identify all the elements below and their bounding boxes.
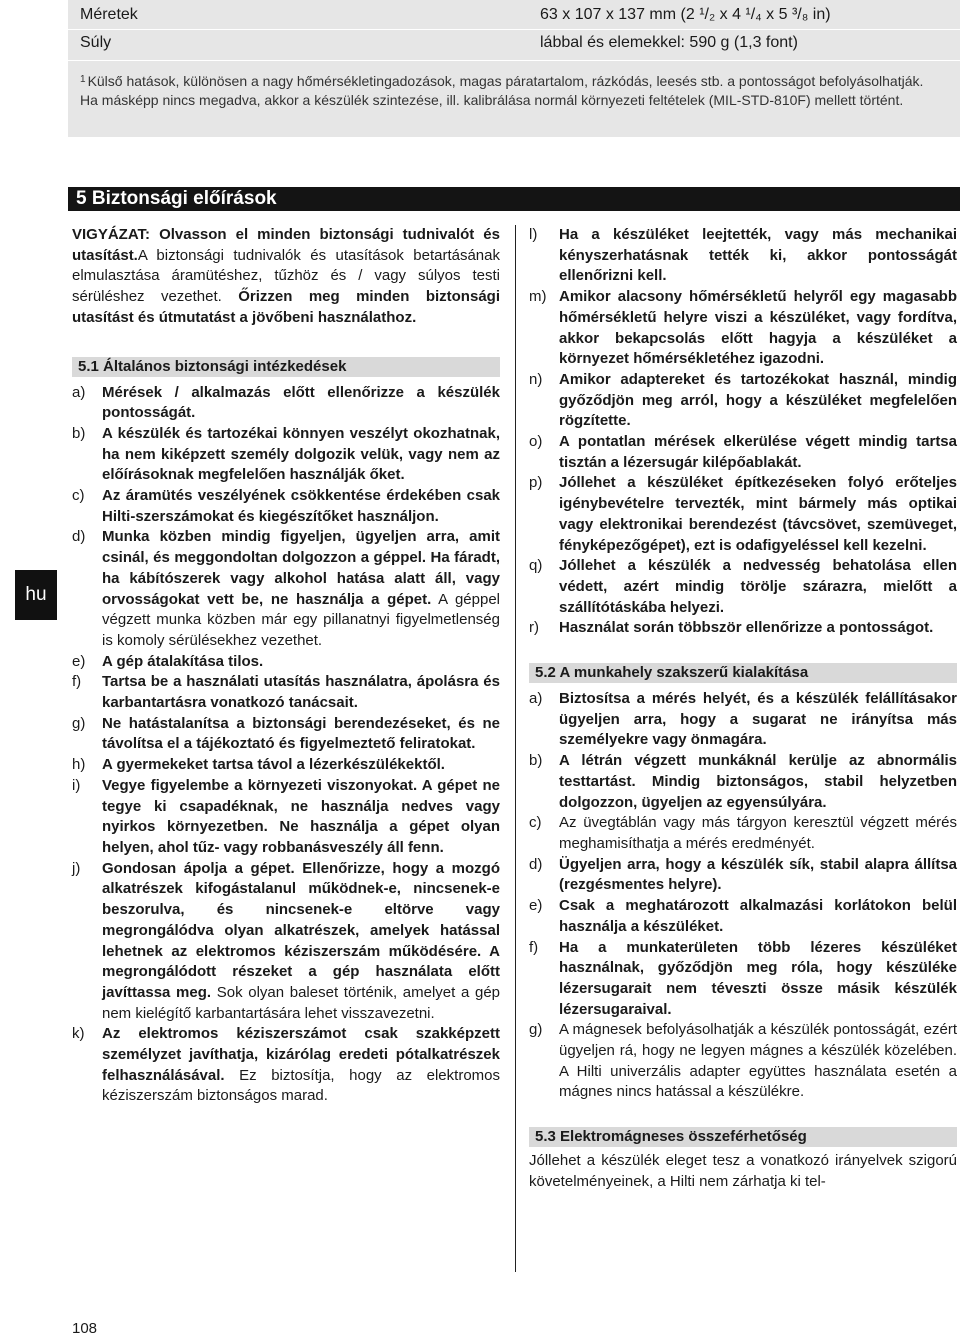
item-letter: j) xyxy=(72,859,81,877)
item-letter: l) xyxy=(529,226,538,243)
item-bold-text: Amikor adaptereket és tartozékokat használ, mindig győződjön meg arról, hogy a készüléket megfelelően rögzítette. xyxy=(559,370,957,430)
subsection-heading-5-1: 5.1 Általános biztonsági intézkedések xyxy=(72,357,500,377)
item-bold-text: Vegye figyelembe a környezeti viszonyokat. A gépet ne tegye ki csapadéknak, ne használja nedves vagy nyirkos környezetben. Ne használja a gépet olyan helyen, ahol tűz- vagy robbanásveszély áll fenn. xyxy=(102,776,500,856)
item-text: Az üvegtáblán vagy más tárgyon keresztül végzett mérés meghamisíthatja a mérés eredményét. xyxy=(559,814,957,852)
workplace-list xyxy=(529,689,957,1103)
item-letter: d) xyxy=(529,855,543,873)
item-letter: d) xyxy=(72,528,86,546)
item-bold-text: Biztosítsa a mérés helyét, és a készülék felállításakor ügyeljen arra, hogy a sugarat ne irányítsa más személyekre vagy önmagára. xyxy=(559,690,957,749)
item-text: Sok olyan baleset történik, amelyet a gép nem kielégítő karbantartására lehet visszavezetni. xyxy=(102,983,501,1022)
item-letter: b) xyxy=(72,424,86,442)
item-letter: m) xyxy=(529,288,547,306)
list-item xyxy=(529,938,957,1021)
item-text: A géppel végzett munka közben már egy pillanatnyi figyelmetlenség is komoly sérülésekhez vezethet. xyxy=(102,590,500,649)
intro-warning: VIGYÁZAT: Olvasson el minden biztonsági tudnivalót és utasítást. xyxy=(72,226,500,264)
list-item xyxy=(529,1020,957,1103)
column-divider xyxy=(515,225,516,1272)
item-letter: a) xyxy=(72,383,86,401)
list-item xyxy=(529,855,957,896)
item-bold-text: Munka közben mindig figyeljen, ügyeljen arra, amit csinál, és meggondoltan dolgozzon a géppel. Ha fáradt, ha kábítószerek vagy alkohol hatása alatt áll, vagy orvosságokat vett be, ne használja a gépet. xyxy=(102,528,500,608)
item-bold-text: Amikor alacsony hőmérsékletű helyről egy magasabb hőmérsékletű helyre viszi a készüléket, vagy fordítva, akkor bekapcsolás előtt hagyja a készüléket a környezet hőmérsékletéhez igazodni. xyxy=(559,288,957,368)
item-letter: e) xyxy=(72,652,86,670)
spec-row-weight xyxy=(80,30,940,56)
footnote-text: Külső hatások, különösen a nagy hőmérsékletingadozások, magas páratartalom, rázkódás, leesés stb. a pontosságot befolyásolhatják. Ha másképp nincs megadva, akkor a készülék szintezése, ill. kalibrálása normál környezeti feltételek (MIL-STD-810F) mellett történt. xyxy=(80,73,924,108)
item-bold-text: Ha a készüléket leejtették, vagy más mechanikai kényszerhatásnak tették ki, akkor pontosságát ellenőrizni kell. xyxy=(559,226,957,285)
page-number: 108 xyxy=(72,1320,98,1337)
item-bold-text: A gép átalakítása tilos. xyxy=(102,652,264,670)
right-column xyxy=(529,225,957,1193)
item-bold-text: Az áramütés veszélyének csökkentése érdekében csak Hilti-szerszámokat és kiegészítőket használjon. xyxy=(102,487,500,525)
spec-value: 63 x 107 x 137 mm (2 ¹/₂ x 4 ¹/₄ x 5 ³/₈ in) xyxy=(540,6,831,23)
item-text: Ez biztosítja, hogy az elektromos kéziszerszám biztonságos marad. xyxy=(102,1066,500,1105)
item-bold-text: A készülék és tartozékai könnyen veszélyt okozhatnak, ha nem kiképzett személy dolgozik velük, vagy nem az előírásoknak megfelelően használják őket. xyxy=(102,424,500,484)
item-bold-text: Tartsa be a használati utasítás használatra, ápolásra és karbantartásra vonatkozó tanácsait. xyxy=(102,673,500,712)
item-letter: g) xyxy=(72,714,86,732)
spec-label: Méretek xyxy=(80,6,138,23)
item-bold-text: A létrán végzett munkáknál kerülje az abnormális testtartást. Mindig biztonságos, stabil helyzetben dolgozzon, ügyeljen az egyensúlyára. xyxy=(559,752,957,811)
item-bold-text: Gondosan ápolja a gépet. Ellenőrizze, hogy a mozgó alkatrészek kifogástalanul működnek-e, nincsenek-e beszorulva, és nincsenek-e eltörve vagy megrongálódva olyan alkatrészek, amelyek hatással lehetnek az elektromos kéziszerszám működésére. A megrongálódott részeket a gép használata előtt javíttassa meg. xyxy=(102,859,500,1001)
intro-text: A biztonsági tudnivalók és utasítások betartásának elmulasztása áramütéshez, tűzhöz és / vagy súlyos testi sérüléshez vezethet. xyxy=(72,246,500,306)
item-text: A mágnesek befolyásolhatják a készülék pontosságát, ezért ügyeljen rá, hogy ne legyen mágnes a készülék közelében. A Hilti univerzális adapter együttes használata esetén a mágnes nincs hatással a készülékre. xyxy=(559,1021,957,1101)
list-item xyxy=(529,370,957,432)
item-letter: e) xyxy=(529,897,543,915)
item-letter: a) xyxy=(529,690,543,708)
list-item xyxy=(529,287,957,370)
item-bold-text: Az elektromos kéziszerszámot csak szakképzett személyzet javíthatja, kizárólag eredeti pótalkatrészek felhasználásával. xyxy=(102,1025,500,1084)
list-item xyxy=(72,859,500,1025)
list-item xyxy=(529,473,957,556)
list-item xyxy=(529,813,957,854)
item-letter: f) xyxy=(72,673,82,691)
list-item xyxy=(529,618,957,639)
item-letter: c) xyxy=(72,487,85,505)
item-letter: f) xyxy=(529,938,539,956)
item-letter: b) xyxy=(529,752,543,770)
list-item xyxy=(529,432,957,473)
item-bold-text: A pontatlan mérések elkerülése végett mindig tartsa tisztán a lézersugár kilépőablakát. xyxy=(559,433,957,471)
list-item xyxy=(72,672,500,713)
language-tab: hu xyxy=(15,570,57,620)
item-letter: p) xyxy=(529,474,543,492)
section-heading-bar xyxy=(68,187,960,211)
list-item xyxy=(72,776,500,859)
intro-paragraph xyxy=(72,225,500,329)
item-bold-text: Jóllehet a készülék a nedvesség behatolása ellen védett, azért mindig törölje szárazra, mielőtt a szállítótáskába helyezi. xyxy=(559,557,957,616)
item-bold-text: Mérések / alkalmazás előtt ellenőrizze a készülék pontosságát. xyxy=(102,383,500,422)
item-letter: i) xyxy=(72,776,81,794)
list-item xyxy=(529,689,957,751)
emc-paragraph: Jóllehet a készülék eleget tesz a vonatkozó irányelvek szigorú követelményeinek, a Hilti nem zárhatja ki tel- xyxy=(529,1152,957,1190)
item-letter: h) xyxy=(72,756,86,774)
spec-divider xyxy=(68,60,960,61)
item-bold-text: Ügyeljen arra, hogy a készülék sík, stabil alapra állítsa (rezgésmentes helyre). xyxy=(559,855,957,894)
list-item xyxy=(72,714,500,755)
list-item xyxy=(72,383,500,424)
list-item xyxy=(72,486,500,527)
item-bold-text: A gyermekeket tartsa távol a lézerkészülékektől. xyxy=(102,756,445,774)
item-letter: n) xyxy=(529,370,543,388)
item-letter: r) xyxy=(529,619,539,637)
subsection-heading-5-2: 5.2 A munkahely szakszerű kialakítása xyxy=(529,663,957,683)
list-item xyxy=(72,424,500,486)
item-bold-text: Ne hatástalanítsa a biztonsági berendezéseket, és ne távolítsa el a tájékoztató és figyelmeztető feliratokat. xyxy=(102,714,500,753)
item-bold-text: Jóllehet a készüléket építkezéseken folyó erőteljes igénybevételre tervezték, mint bármely más optikai vagy elektronikai berendezést (távcsövet, szemüveget, fényképezőgépet), ezt is odafigyeléssel kell kezelni. xyxy=(559,474,957,554)
list-item xyxy=(529,556,957,618)
item-bold-text: Ha a munkaterületen több lézeres készüléket használnak, győződjön meg róla, hogy készüléke lézersugarait nem téveszti össze másik készülék lézersugaraival. xyxy=(559,938,957,1018)
list-item xyxy=(529,751,957,813)
footnote-mark: 1 xyxy=(80,74,86,85)
section-title: 5 Biztonsági előírások xyxy=(76,188,277,209)
spec-value: lábbal és elemekkel: 590 g (1,3 font) xyxy=(540,34,798,51)
item-letter: q) xyxy=(529,557,543,575)
item-letter: g) xyxy=(529,1021,543,1039)
subsection-heading-5-3: 5.3 Elektromágneses összeférhetőség xyxy=(529,1127,957,1147)
spec-label: Súly xyxy=(80,34,112,51)
spec-table xyxy=(68,0,960,137)
spec-row-dimensions xyxy=(80,2,940,28)
list-item xyxy=(529,896,957,937)
intro-keep-instructions: Őrizzen meg minden biztonsági utasítást és útmutatást a jövőbeni használathoz. xyxy=(72,288,500,326)
item-letter: o) xyxy=(529,433,543,451)
list-item xyxy=(72,1024,500,1107)
list-item xyxy=(72,652,500,673)
general-safety-list-continued xyxy=(529,225,957,639)
general-safety-list xyxy=(72,383,500,1108)
list-item xyxy=(529,225,957,287)
item-letter: c) xyxy=(529,814,542,832)
item-bold-text: Csak a meghatározott alkalmazási korlátokon belül használja a készüléket. xyxy=(559,897,957,935)
item-bold-text: Használat során többször ellenőrizze a pontosságot. xyxy=(559,619,934,637)
item-letter: k) xyxy=(72,1025,85,1043)
list-item xyxy=(72,755,500,776)
list-item xyxy=(72,527,500,651)
left-column xyxy=(72,225,500,1107)
footnote xyxy=(80,70,940,110)
